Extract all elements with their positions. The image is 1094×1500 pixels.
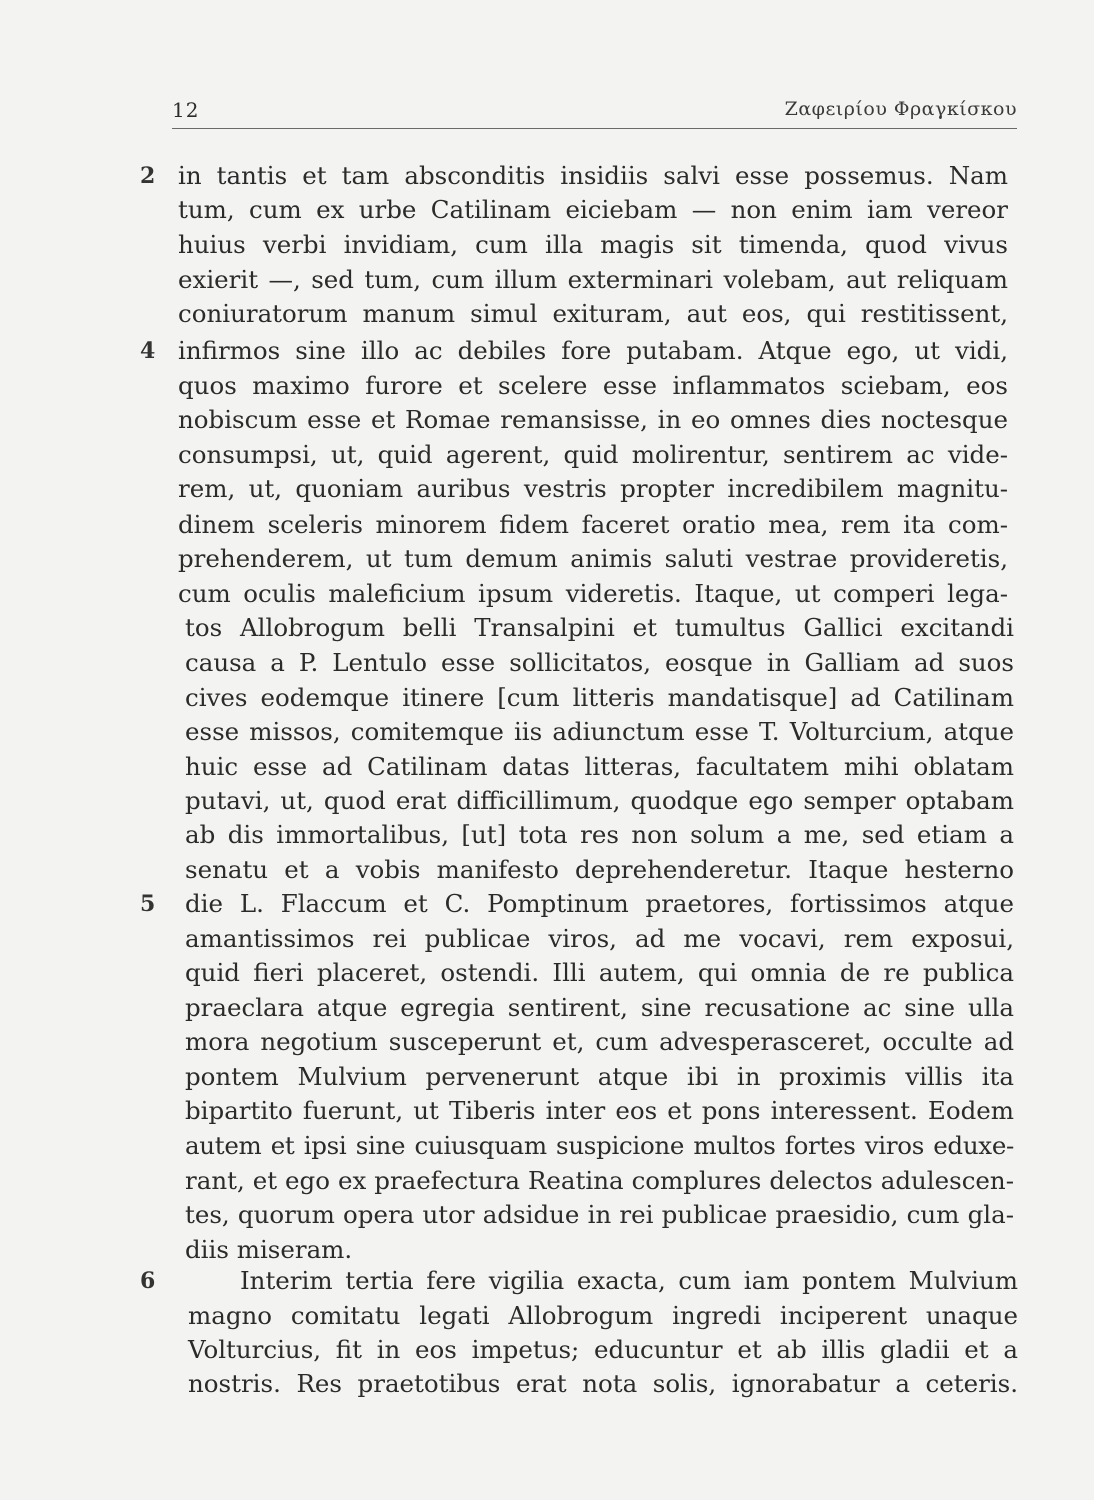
text-line-content: consumpsi, ut, quid agerent, quid molirentur, sentirem ac vide- bbox=[178, 440, 1008, 469]
text-line-content: pontem Mulvium pervenerunt atque ibi in proximis villis ita bbox=[185, 1062, 1014, 1091]
page-number: 12 bbox=[172, 98, 200, 122]
text-line-content: in tantis et tam absconditis insidiis salvi esse possemus. Nam bbox=[178, 161, 1008, 190]
text-line bbox=[185, 1235, 485, 1265]
text-line-content: huic esse ad Catilinam datas litteras, facultatem mihi oblatam bbox=[185, 752, 1014, 781]
text-line bbox=[185, 717, 1014, 747]
text-line-content: diis miseram. bbox=[185, 1235, 353, 1264]
running-title: Ζαφειρίου Φραγκίσκου bbox=[784, 98, 1017, 120]
text-line bbox=[178, 299, 1008, 329]
text-line bbox=[178, 265, 1008, 295]
text-line-content: bipartito fuerunt, ut Tiberis inter eos et pons interessent. Eodem bbox=[185, 1096, 1014, 1125]
text-line-content: dinem sceleris minorem fidem faceret oratio mea, rem ita com- bbox=[178, 510, 1008, 539]
text-line bbox=[185, 958, 1014, 988]
text-line-content: esse missos, comitemque iis adiunctum esse T. Volturcium, atque bbox=[185, 717, 1014, 746]
text-line-content: causa a P. Lentulo esse sollicitatos, eosque in Galliam ad suos bbox=[185, 648, 1014, 677]
text-line-content: die L. Flaccum et C. Pomptinum praetores, fortissimos atque bbox=[185, 889, 1014, 918]
text-line bbox=[178, 230, 1008, 260]
text-line-content: rem, ut, quoniam auribus vestris propter incredibilem magnitu- bbox=[178, 474, 1008, 503]
text-line-content: amantissimos rei publicae viros, ad me vocavi, rem exposui, bbox=[185, 924, 1014, 953]
text-line bbox=[178, 544, 1008, 574]
text-line-content: ab dis immortalibus, [ut] tota res non solum a me, sed etiam a bbox=[185, 820, 1014, 849]
text-line bbox=[185, 993, 1014, 1023]
text-line bbox=[178, 510, 1008, 540]
text-line bbox=[185, 820, 1014, 850]
text-line-content: Interim tertia fere vigilia exacta, cum iam pontem Mulvium bbox=[240, 1266, 1018, 1295]
text-line bbox=[178, 336, 1008, 366]
text-line bbox=[188, 1301, 1018, 1331]
margin-section-number: 6 bbox=[140, 1268, 156, 1294]
text-line bbox=[178, 161, 1008, 191]
text-line-content: Volturcius, fit in eos impetus; educuntur et ab illis gladii et a bbox=[188, 1335, 1018, 1364]
text-line-content: huius verbi invidiam, cum illa magis sit timenda, quod vivus bbox=[178, 230, 1008, 259]
text-line bbox=[185, 1166, 1014, 1196]
text-line bbox=[188, 1335, 1018, 1365]
text-line bbox=[188, 1369, 1018, 1399]
text-line bbox=[185, 924, 1014, 954]
text-line bbox=[185, 1096, 1014, 1126]
text-line-content: mora negotium susceperunt et, cum advesperasceret, occulte ad bbox=[185, 1027, 1014, 1056]
text-line-content: tos Allobrogum belli Transalpini et tumultus Gallici excitandi bbox=[185, 613, 1014, 642]
text-line-content: cives eodemque itinere [cum litteris mandatisque] ad Catilinam bbox=[185, 683, 1014, 712]
text-line bbox=[185, 1200, 1014, 1230]
page-header bbox=[172, 94, 1017, 129]
text-line bbox=[178, 579, 1008, 609]
margin-section-number: 4 bbox=[140, 338, 156, 364]
text-line bbox=[178, 195, 1008, 225]
text-line bbox=[185, 1131, 1014, 1161]
margin-section-number: 5 bbox=[140, 891, 156, 917]
text-line-content: magno comitatu legati Allobrogum ingredi inciperent unaque bbox=[188, 1301, 1018, 1330]
text-line-content: tes, quorum opera utor adsidue in rei publicae praesidio, cum gla- bbox=[185, 1200, 1014, 1229]
text-line-content: putavi, ut, quod erat difficillimum, quodque ego semper optabam bbox=[185, 786, 1014, 815]
text-line bbox=[185, 683, 1014, 713]
text-line bbox=[240, 1266, 1018, 1296]
text-line bbox=[185, 889, 1014, 919]
text-line bbox=[178, 474, 1008, 504]
text-line-content: cum oculis maleficium ipsum videretis. Itaque, ut comperi lega- bbox=[178, 579, 1008, 608]
text-line bbox=[178, 440, 1008, 470]
text-line-content: quos maximo furore et scelere esse inflammatos sciebam, eos bbox=[178, 371, 1008, 400]
text-line bbox=[185, 752, 1014, 782]
text-line bbox=[185, 855, 1014, 885]
text-line-content: senatu et a vobis manifesto deprehenderetur. Itaque hesterno bbox=[185, 855, 1014, 884]
text-line bbox=[185, 613, 1014, 643]
text-line-content: autem et ipsi sine cuiusquam suspicione multos fortes viros eduxe- bbox=[185, 1131, 1014, 1160]
text-line-content: praeclara atque egregia sentirent, sine recusatione ac sine ulla bbox=[185, 993, 1014, 1022]
text-line bbox=[185, 1062, 1014, 1092]
text-line-content: nobiscum esse et Romae remansisse, in eo omnes dies noctesque bbox=[178, 405, 1008, 434]
text-line bbox=[185, 786, 1014, 816]
text-line-content: prehenderem, ut tum demum animis saluti vestrae provideretis, bbox=[178, 544, 1008, 573]
text-line-content: nostris. Res praetotibus erat nota solis, ignorabatur a ceteris. bbox=[188, 1369, 1018, 1398]
text-line bbox=[178, 405, 1008, 435]
text-line-content: exierit —, sed tum, cum illum exterminari volebam, aut reliquam bbox=[178, 265, 1008, 294]
text-line bbox=[178, 371, 1008, 401]
text-line-content: infirmos sine illo ac debiles fore putabam. Atque ego, ut vidi, bbox=[178, 336, 1008, 365]
text-line-content: coniuratorum manum simul exituram, aut eos, qui restitissent, bbox=[178, 299, 1008, 328]
text-line-content: rant, et ego ex praefectura Reatina complures delectos adulescen- bbox=[185, 1166, 1014, 1195]
text-line bbox=[185, 648, 1014, 678]
margin-section-number: 2 bbox=[140, 163, 156, 189]
text-line-content: tum, cum ex urbe Catilinam eiciebam — non enim iam vereor bbox=[178, 195, 1008, 224]
text-line bbox=[185, 1027, 1014, 1057]
text-line-content: quid fieri placeret, ostendi. Illi autem, qui omnia de re publica bbox=[185, 958, 1014, 987]
